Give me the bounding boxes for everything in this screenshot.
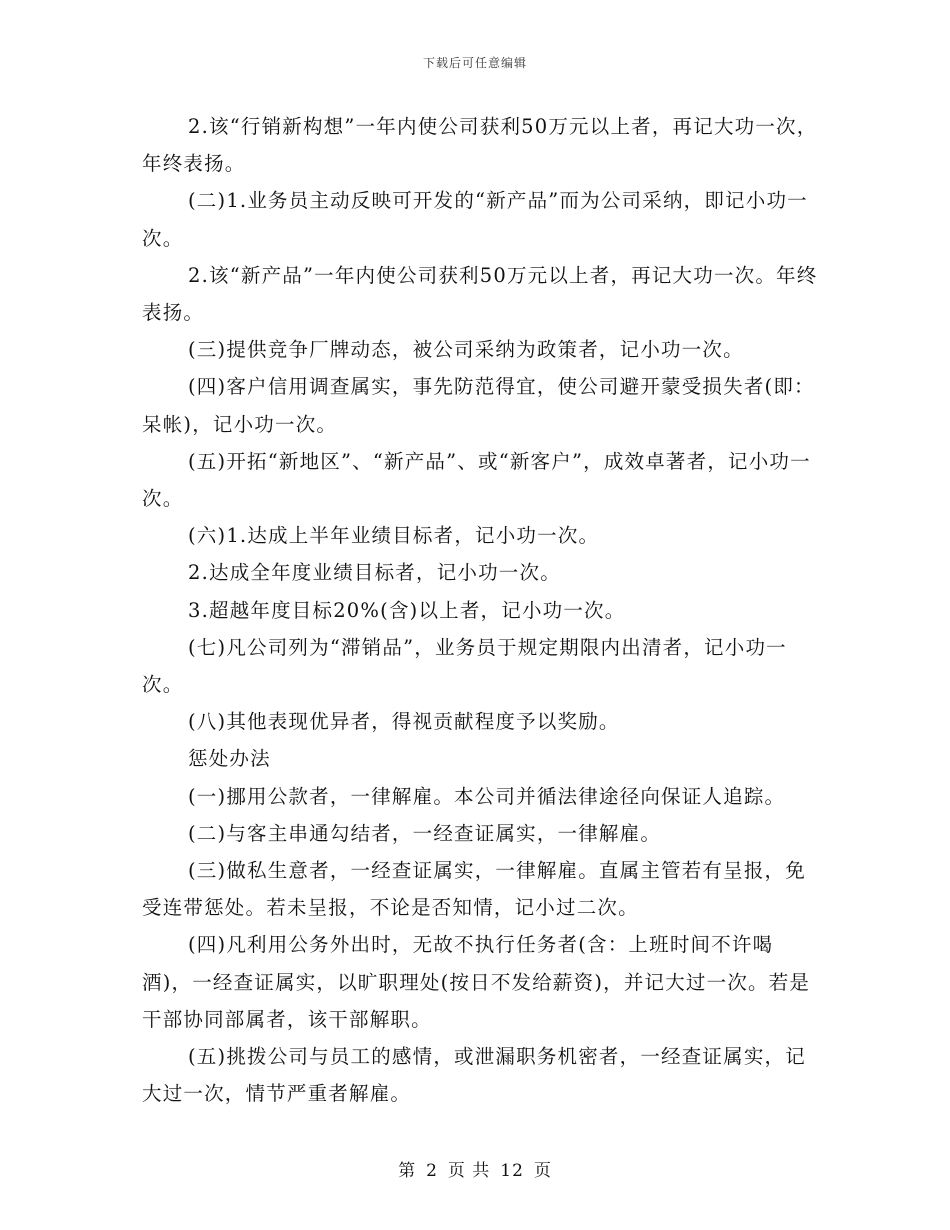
page-number: 2 xyxy=(426,1161,438,1181)
paragraph: (三)做私生意者，一经查证属实，一律解雇。直属主管若有呈报，免受连带惩处。若未呈报，不论是否知情，记小过二次。 xyxy=(142,859,806,920)
section-heading: 惩处办法 xyxy=(188,747,271,771)
paragraph: (四)凡利用公务外出时，无故不执行任务者(含：上班时间不许喝酒)，一经查证属实，以旷职理处(按日不发给薪资)，并记大过一次。若是干部协同部属者，该干部解职。 xyxy=(142,933,811,1031)
footer-middle: 页 共 xyxy=(447,1161,491,1181)
paragraph: 2.该“新产品”一年内使公司获利50万元以上者，再记大功一次。年终表扬。 xyxy=(142,263,818,325)
paragraph: (八)其他表现优异者，得视贡献程度予以奖励。 xyxy=(188,710,620,734)
paragraph: (三)提供竞争厂牌动态，被公司采纳为政策者，记小功一次。 xyxy=(188,338,744,362)
paragraph: (一)挪用公款者，一律解雇。本公司并循法律途径向保证人追踪。 xyxy=(188,784,786,808)
paragraph: (四)客户信用调查属实，事先防范得宜，使公司避开蒙受损失者(即：呆帐)，记小功一次。 xyxy=(142,375,815,436)
paragraph: (六)1.达成上半年业绩目标者，记小功一次。 xyxy=(188,524,600,548)
footer-suffix: 页 xyxy=(533,1161,552,1181)
paragraph: (七)凡公司列为“滞销品”，业务员于规定期限内出清者，记小功一次。 xyxy=(142,635,787,697)
paragraph: (二)与客主串通勾结者，一经查证属实，一律解雇。 xyxy=(188,821,662,845)
paragraph: (五)开拓“新地区”、“新产品”、或“新客户”，成效卓著者，记小功一次。 xyxy=(142,449,811,511)
page-total: 12 xyxy=(500,1161,524,1181)
page-footer xyxy=(0,1156,950,1181)
paragraph: 2.该“行销新构想”一年内使公司获利50万元以上者，再记大功一次，年终表扬。 xyxy=(142,115,818,176)
paragraph: (五)挑拨公司与员工的感情，或泄漏职务机密者，一经查证属实，记大过一次，情节严重者解雇。 xyxy=(142,1045,806,1106)
header-note: 下载后可任意编辑 xyxy=(422,56,527,70)
paragraph: 2.达成全年度业绩目标者，记小功一次。 xyxy=(188,561,561,585)
paragraph: 3.超越年度目标20%(含)以上者，记小功一次。 xyxy=(188,598,626,622)
document-body xyxy=(142,108,822,1112)
footer-prefix: 第 xyxy=(398,1161,417,1181)
paragraph: (二)1.业务员主动反映可开发的“新产品”而为公司采纳，即记小功一次。 xyxy=(142,189,808,250)
